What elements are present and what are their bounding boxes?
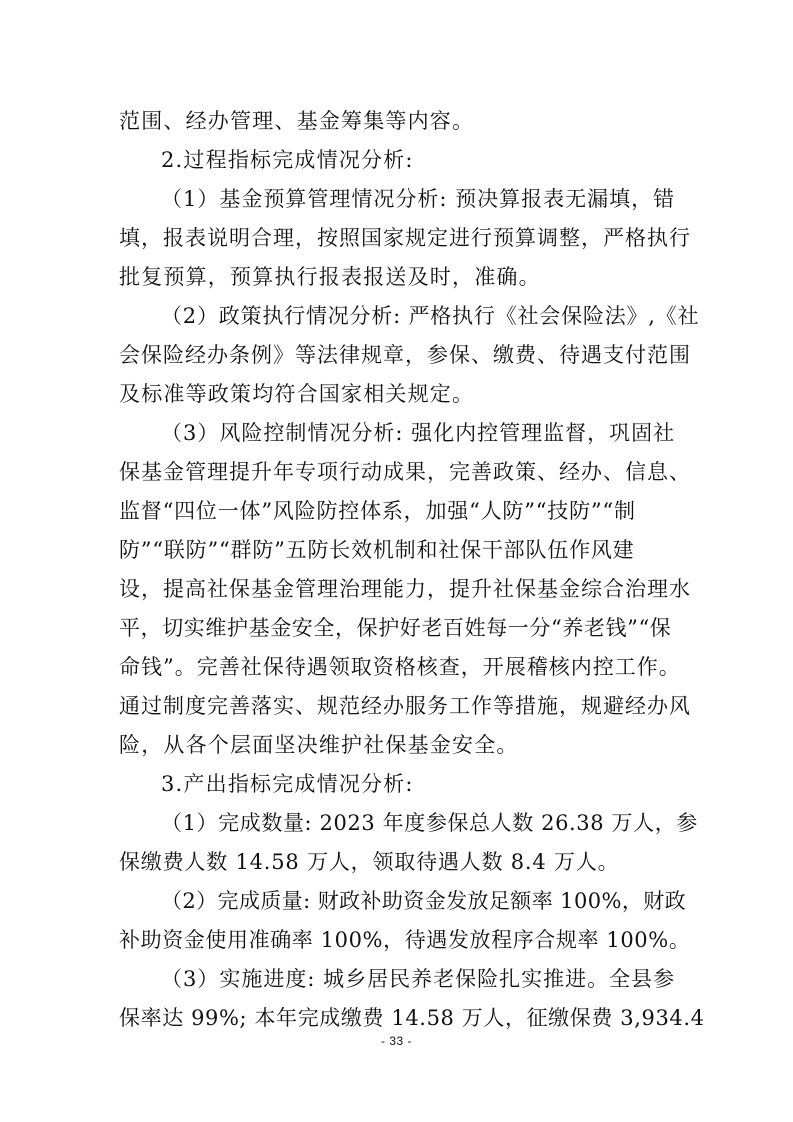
section-heading-process-indicators: 2.过程指标完成情况分析: — [161, 148, 414, 172]
body-text-line: 设，提高社保基金管理治理能力，提升社保基金综合治理水 — [119, 577, 691, 601]
body-text-line: （1）完成数量: 2023 年度参保总人数 26.38 万人，参 — [161, 811, 698, 835]
body-text-line: 补助资金使用准确率 100%，待遇发放程序合规率 100%。 — [119, 928, 691, 952]
body-text-line: 命钱”。完善社保待遇领取资格核查，开展稽核内控工作。 — [119, 655, 681, 679]
body-text-line: 监督“四位一体”风险防控体系，加强“人防”“技防”“制 — [119, 499, 636, 523]
body-text-line: 平，切实维护基金安全，保护好老百姓每一分“养老钱”“保 — [119, 616, 672, 640]
body-text-line: （1）基金预算管理情况分析: 预决算报表无漏填，错 — [161, 187, 676, 211]
section-heading-output-indicators: 3.产出指标完成情况分析: — [161, 772, 414, 796]
body-text-line: 通过制度完善落实、规范经办服务工作等措施，规避经办风 — [119, 694, 691, 718]
body-text-line: 批复预算，预算执行报表报送及时，准确。 — [119, 265, 541, 289]
body-text-line: 填，报表说明合理，按照国家规定进行预算调整，严格执行 — [119, 226, 691, 250]
body-text-line: 保缴费人数 14.58 万人，领取待遇人数 8.4 万人。 — [119, 850, 620, 874]
body-text-line: 保基金管理提升年专项行动成果，完善政策、经办、信息、 — [119, 460, 691, 484]
page-number: - 33 - — [380, 1034, 412, 1048]
body-text-line: 及标准等政策均符合国家相关规定。 — [119, 382, 475, 406]
body-text-line: （3）风险控制情况分析: 强化内控管理监督，巩固社 — [161, 421, 676, 445]
body-text-line: 险，从各个层面坚决维护社保基金安全。 — [119, 733, 519, 757]
body-text-line: 保率达 99%; 本年完成缴费 14.58 万人，征缴保费 3,934.4 — [119, 1006, 705, 1030]
body-text-line: 范围、经办管理、基金筹集等内容。 — [119, 109, 475, 133]
body-text-line: （3）实施进度: 城乡居民养老保险扎实推进。全县参 — [161, 967, 676, 991]
body-text-line: 防”“联防”“群防”五防长效机制和社保干部队伍作风建 — [119, 538, 635, 562]
body-text-line: （2）完成质量: 财政补助资金发放足额率 100%，财政 — [161, 889, 687, 913]
body-text-line: 会保险经办条例》等法律规章，参保、缴费、待遇支付范围 — [119, 343, 691, 367]
body-text-line: （2）政策执行情况分析: 严格执行《社会保险法》,《社 — [161, 304, 700, 328]
